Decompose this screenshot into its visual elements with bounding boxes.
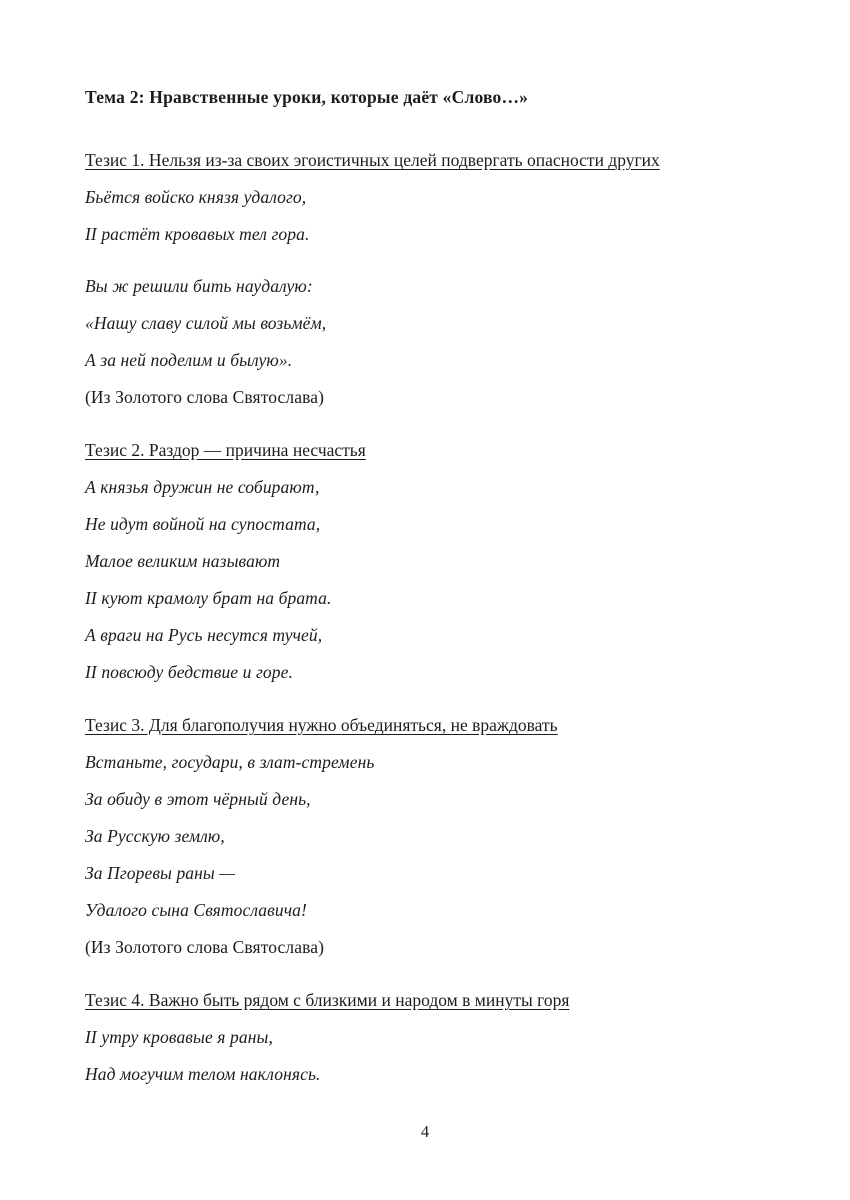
verse-line: II растёт кровавых тел гора. xyxy=(85,224,310,244)
verse-line: Удалого сына Святославича! xyxy=(85,900,307,920)
verse-line: За Русскую землю, xyxy=(85,826,225,846)
verse-line: II куют крамолу брат на брата. xyxy=(85,588,332,608)
verse-blocks xyxy=(85,1019,785,1093)
page-number: 4 xyxy=(420,1122,430,1141)
verse-block xyxy=(85,469,785,691)
verse-line: Над могучим телом наклонясь. xyxy=(85,1064,321,1084)
verse-line: Вы ж решили бить наудалую: xyxy=(85,276,313,296)
verse-block xyxy=(85,179,785,253)
verse-block xyxy=(85,929,785,966)
verse-line: За обиду в этот чёрный день, xyxy=(85,789,311,809)
verse-block xyxy=(85,268,785,379)
verse-line: (Из Золотого слова Святослава) xyxy=(85,937,325,957)
verse-line: II утру кровавые я раны, xyxy=(85,1027,273,1047)
thesis-heading: Тезис 3. Для благополучия нужно объединяться, не враждовать xyxy=(85,715,558,735)
verse-line: II повсюду бедствие и горе. xyxy=(85,662,293,682)
verse-line: А князья дружин не собирают, xyxy=(85,477,320,497)
verse-blocks xyxy=(85,744,785,966)
thesis-heading: Тезис 1. Нельзя из-за своих эгоистичных целей подвергать опасности других xyxy=(85,150,660,170)
verse-block xyxy=(85,744,785,929)
thesis-section xyxy=(85,707,785,966)
verse-line: Малое великим называют xyxy=(85,551,281,571)
verse-blocks xyxy=(85,179,785,416)
document-body xyxy=(85,84,785,1093)
verse-line: «Нашу славу силой мы возьмём, xyxy=(85,313,327,333)
verse-line: А враги на Русь несутся тучей, xyxy=(85,625,323,645)
verse-line: (Из Золотого слова Святослава) xyxy=(85,387,325,407)
verse-line: Встаньте, государи, в злат-стремень xyxy=(85,752,375,772)
verse-line: За Пгоревы раны — xyxy=(85,863,236,883)
verse-line: Не идут войной на супостата, xyxy=(85,514,321,534)
thesis-section xyxy=(85,982,785,1093)
thesis-section xyxy=(85,142,785,416)
thesis-heading: Тезис 2. Раздор — причина несчастья xyxy=(85,440,366,460)
page-title: Тема 2: Нравственные уроки, которые даёт «Слово…» xyxy=(85,87,529,107)
verse-blocks xyxy=(85,469,785,691)
verse-line: Бьётся войско князя удалого, xyxy=(85,187,307,207)
verse-line: А за ней поделим и былую». xyxy=(85,350,293,370)
verse-block xyxy=(85,379,785,416)
thesis-heading: Тезис 4. Важно быть рядом с близкими и народом в минуты горя xyxy=(85,990,570,1010)
sections-container xyxy=(85,142,785,1093)
thesis-section xyxy=(85,432,785,691)
verse-block xyxy=(85,1019,785,1093)
